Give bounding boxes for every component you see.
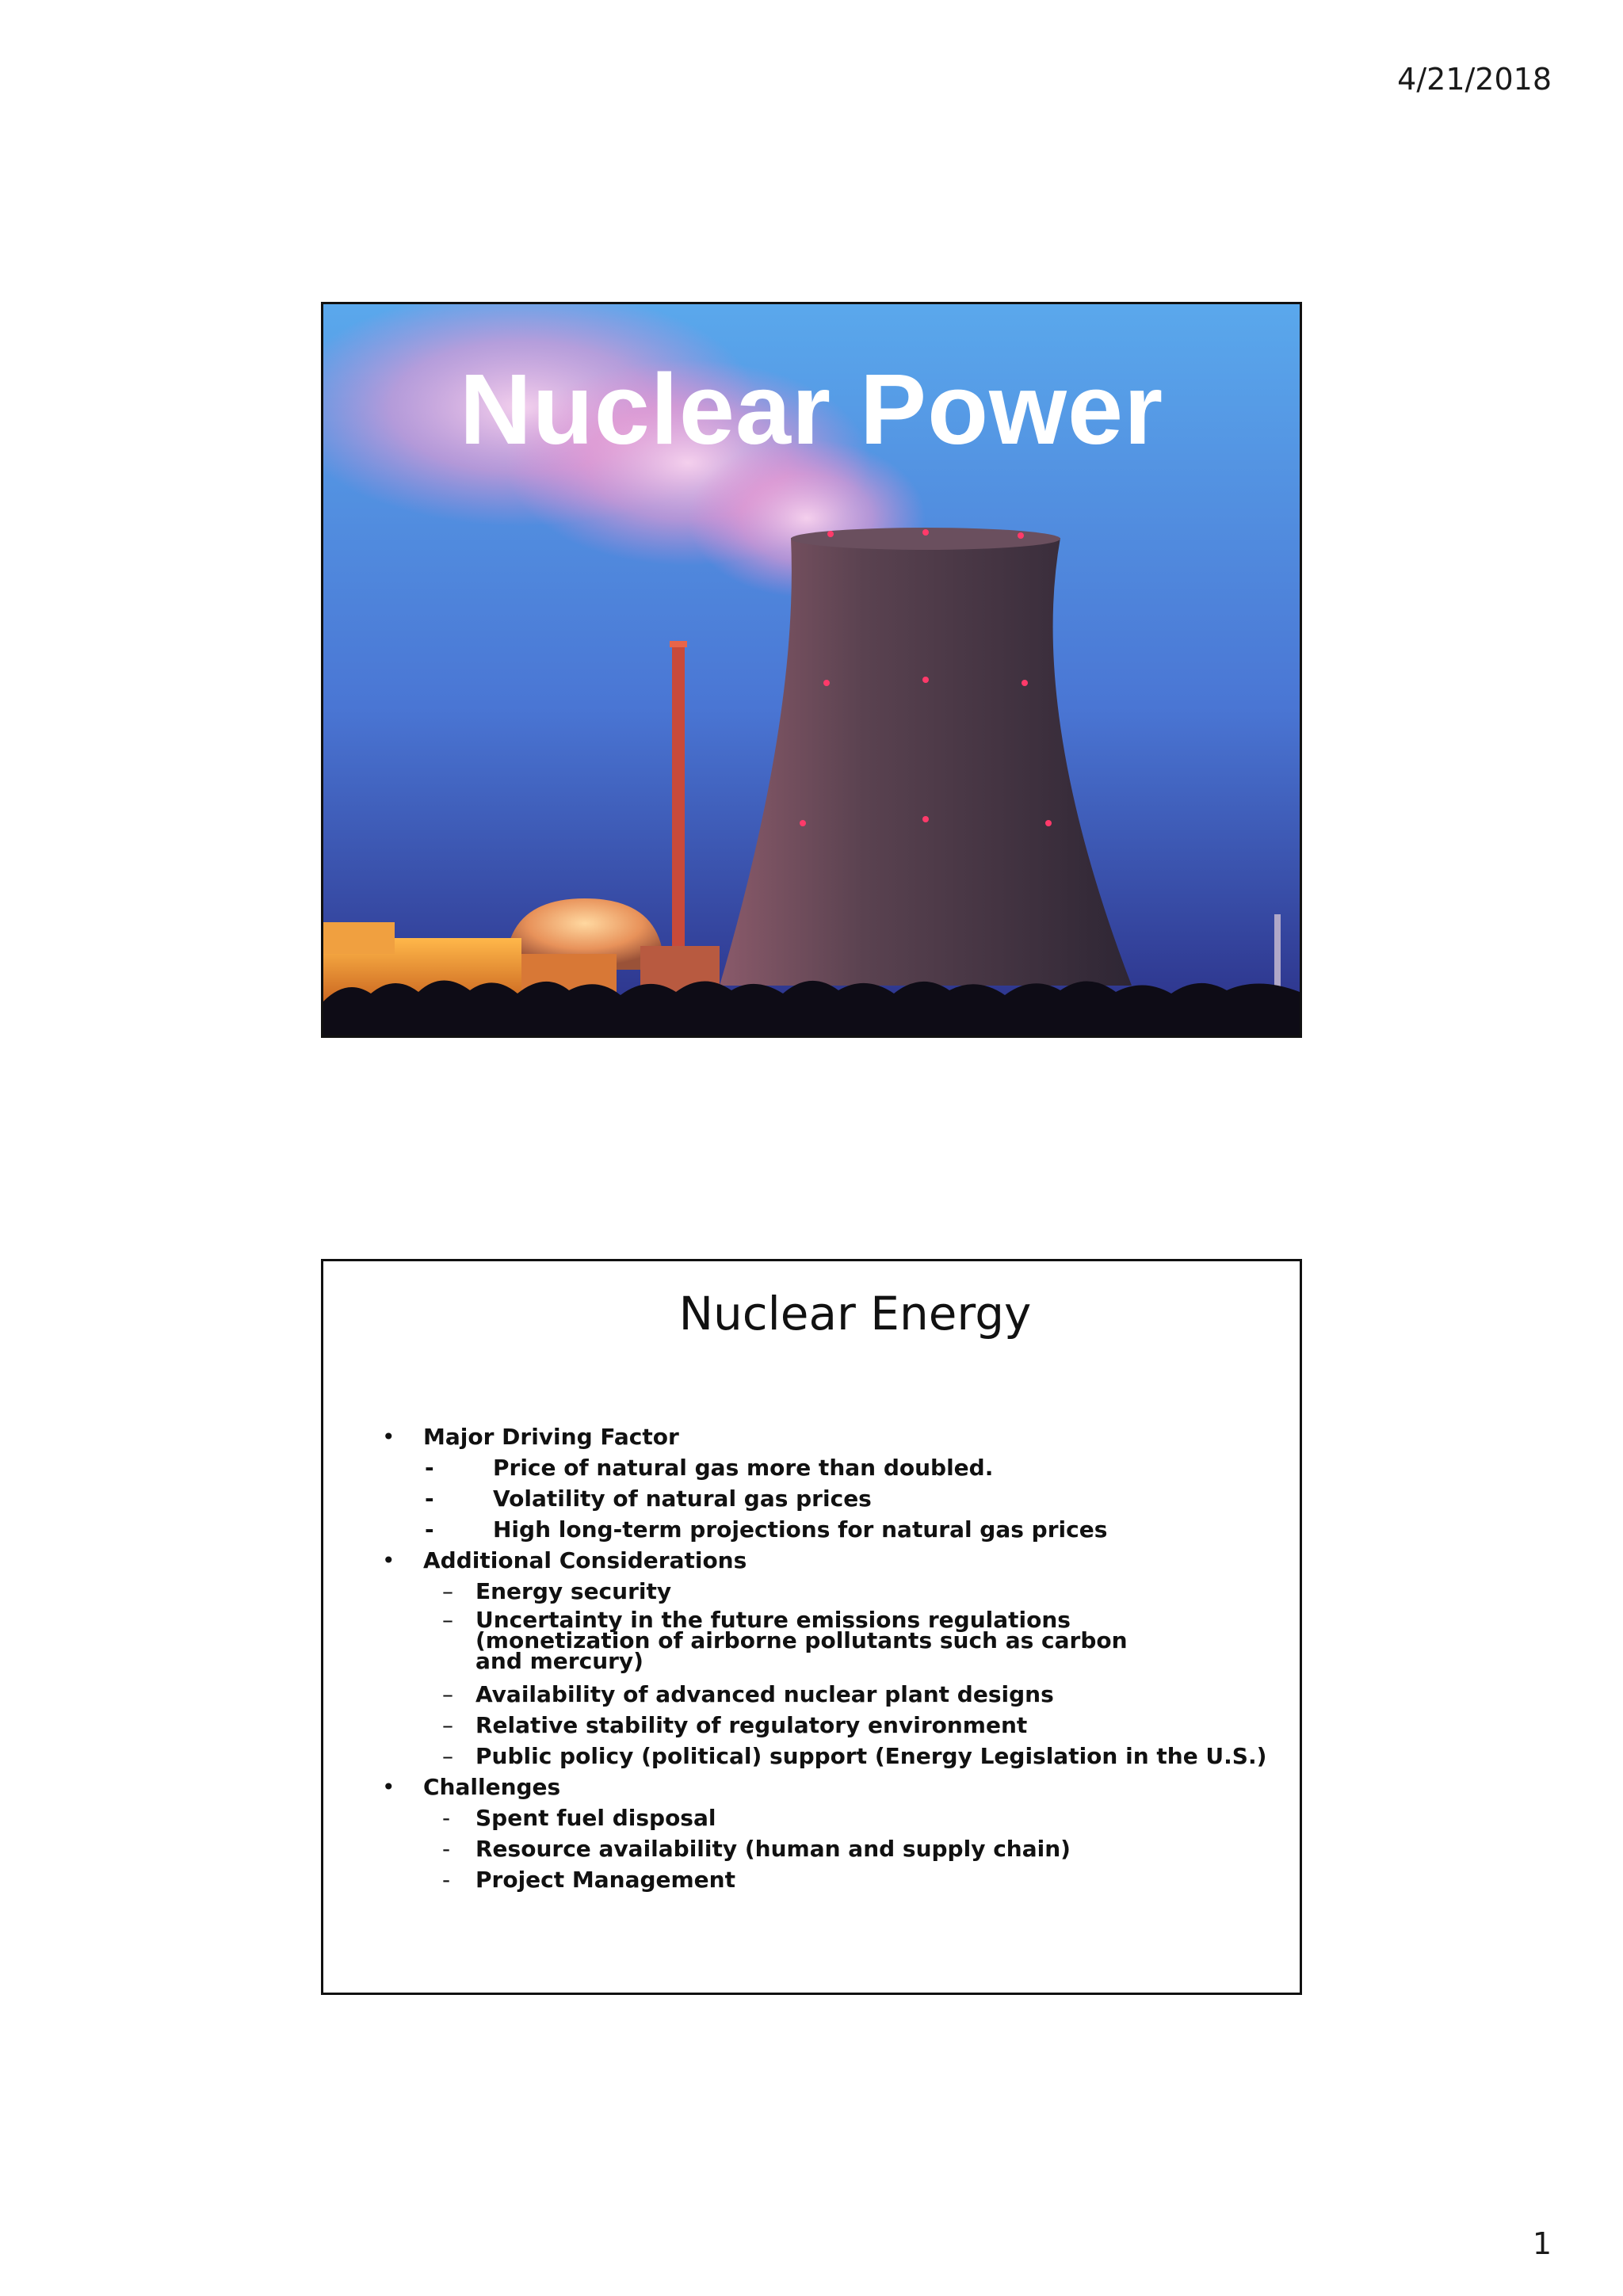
list-item-text: Project Management [475, 1867, 735, 1893]
slide-title-nuclear-power: Nuclear Power [459, 353, 1164, 465]
list-item-text: Volatility of natural gas prices [493, 1486, 872, 1512]
dash-marker: – [442, 1578, 453, 1604]
page-number: 1 [1532, 2226, 1552, 2261]
dash-marker: – [442, 1743, 453, 1769]
section-heading: Challenges [423, 1774, 561, 1800]
list-item-text: Relative stability of regulatory environment [475, 1712, 1028, 1738]
list-item-text: Price of natural gas more than doubled. [493, 1455, 994, 1481]
list-item [376, 1421, 1268, 1452]
list-item [376, 1452, 1268, 1483]
hyphen-marker: - [442, 1805, 451, 1831]
list-item [376, 1741, 1268, 1772]
list-item-text: High long-term projections for natural gas prices [493, 1516, 1108, 1543]
list-item [376, 1679, 1268, 1710]
list-item-text: Public policy (political) support (Energy Legislation in the U.S.) [475, 1743, 1267, 1769]
dash-marker: – [442, 1607, 453, 1633]
dash-marker: – [442, 1681, 453, 1707]
bullet-marker: • [382, 1774, 395, 1800]
list-item-text: Availability of advanced nuclear plant designs [475, 1681, 1054, 1707]
list-item [376, 1772, 1268, 1802]
section-heading: Major Driving Factor [423, 1424, 679, 1450]
list-item [376, 1833, 1268, 1864]
list-item-text: Uncertainty in the future emissions regulations (monetization of airborne pollutants such as carbon and mercury) [475, 1607, 1128, 1674]
list-item-text: Spent fuel disposal [475, 1805, 716, 1831]
list-item [376, 1576, 1268, 1607]
list-item-text: Resource availability (human and supply chain) [475, 1836, 1071, 1862]
list-item [376, 1483, 1268, 1514]
bullet-marker: • [382, 1424, 395, 1450]
slide-nuclear-power [321, 302, 1302, 1038]
hyphen-marker: - [442, 1867, 451, 1893]
hyphen-marker: - [425, 1486, 434, 1512]
list-item [376, 1545, 1268, 1576]
list-item [376, 1514, 1268, 1545]
list-item [376, 1607, 1157, 1679]
bullet-list [376, 1421, 1268, 1895]
list-item [376, 1710, 1268, 1741]
list-item-text: Energy security [475, 1578, 672, 1604]
section-heading: Additional Considerations [423, 1547, 747, 1573]
hyphen-marker: - [425, 1516, 434, 1543]
slide-title-nuclear-energy: Nuclear Energy [678, 1287, 1032, 1341]
bullet-marker: • [382, 1547, 395, 1573]
dash-marker: – [442, 1712, 453, 1738]
list-item [376, 1802, 1268, 1833]
document-date: 4/21/2018 [1397, 62, 1552, 97]
slide-nuclear-energy [321, 1259, 1302, 1995]
hyphen-marker: - [442, 1836, 451, 1862]
list-item [376, 1864, 1268, 1895]
hyphen-marker: - [425, 1455, 434, 1481]
